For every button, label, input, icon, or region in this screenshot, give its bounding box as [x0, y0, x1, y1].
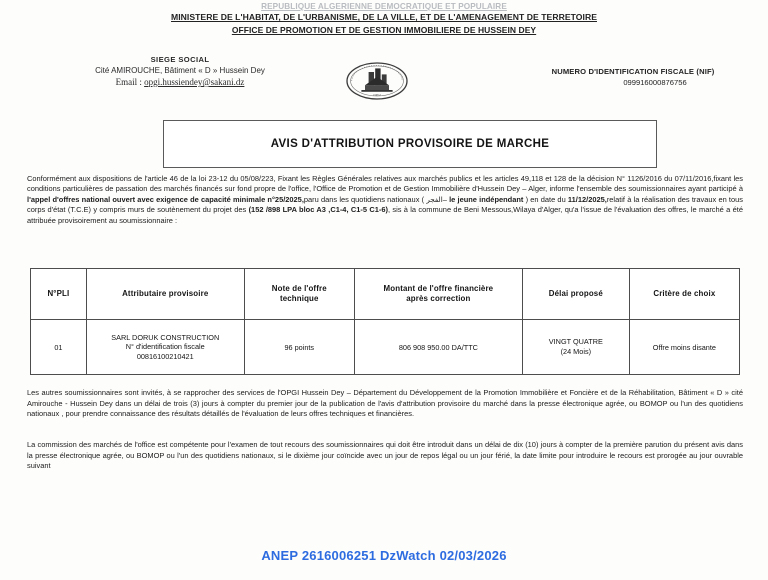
- cell-criterion: Offre moins disante: [629, 320, 739, 375]
- svg-text:OPGI: OPGI: [373, 93, 381, 97]
- fiscal-id-label: NUMERO D'IDENTIFICATION FISCALE (NIF): [551, 67, 715, 76]
- head-office-block: [30, 55, 330, 87]
- table-row: [31, 320, 740, 375]
- col-header-montant-line1: Montant de l'offre financière: [383, 284, 494, 294]
- cell-pli: 01: [31, 320, 87, 375]
- col-header-critere-line1: Critère de choix: [653, 289, 716, 299]
- republic-header-line: REPUBLIQUE ALGERIENNE DEMOCRATIQUE ET POPULAIRE: [261, 2, 507, 11]
- award-table-body: [31, 320, 740, 375]
- col-header-delai-line1: Délai proposé: [548, 289, 603, 299]
- cell-attributaire: [86, 320, 244, 375]
- award-table-head: [31, 269, 740, 320]
- cell-delai: [522, 320, 629, 375]
- col-header-pli: [31, 269, 87, 320]
- intro-segment-3: –: [442, 194, 450, 204]
- contractor-fiscal-number: 00816100210421: [136, 351, 194, 361]
- col-header-pli-line1: N°PLI: [47, 289, 70, 299]
- office-header-line: OFFICE DE PROMOTION ET DE GESTION IMMOBILIERE DE HUSSEIN DEY: [231, 25, 537, 35]
- intro-segment-5: relatif à la réalisation des travaux en tous corps d'état (T.C.E) y compris murs de soutènement du projet des: [27, 194, 743, 215]
- publication-date: 11/12/2025,: [567, 194, 607, 204]
- intro-segment-2: paru dans les quotidiens nationaux (: [303, 194, 427, 204]
- head-office-address: Cité AMIROUCHE, Bâtiment « D » Hussein Dey: [95, 66, 265, 75]
- fiscal-id-value: 099916000876756: [623, 78, 687, 87]
- col-header-attributaire: [86, 269, 244, 320]
- email-value[interactable]: opgi.hussiendey@sakani.dz: [144, 77, 245, 87]
- intro-paragraph: [27, 174, 743, 226]
- cell-financial-amount: 806 908 950.00 DA/TTC: [354, 320, 522, 375]
- contractor-name: SARL DORUK CONSTRUCTION: [111, 332, 220, 342]
- award-table: [30, 268, 740, 375]
- cell-technical-note: 96 points: [244, 320, 354, 375]
- page-title: AVIS D'ATTRIBUTION PROVISOIRE DE MARCHE: [270, 138, 550, 150]
- intro-segment-1: Conformément aux dispositions de l'article 46 de la loi 23-12 du 05/08/223, Fixant les Règles Générales relatives aux marchés publics et les articles 49,118 et 128 de la décision N° 1126/2016 du 07/11/2016,fixant les conditions particulières de passation des marchés financés sur fond propre de l'office, l'Office de Promotion et de Gestion Immobilière d'Hussein Dey – Alger, informe l'ensemble des soumissionnaires ayant participé à: [27, 174, 743, 194]
- ministry-header-line: MINISTERE DE L'HABITAT, DE L'URBANISME, DE LA VILLE, ET DE L'AMENAGEMENT DE TERRETOIRE: [171, 12, 597, 22]
- col-header-montant: [354, 269, 522, 320]
- col-header-attributaire-line1: Attributaire provisoire: [122, 289, 209, 299]
- col-header-note-line1: Note de l'offre: [271, 284, 327, 294]
- appeals-commission-paragraph: La commission des marchés de l'office est compétente pour l'examen de tout recours des soumissionnaires qui doit être introduit dans un délai de dix (10) jours à compter de la première parution du présent avis dans la presse électronique agrée, ou BOMOP ou l'un des quotidiens nationaux, si le dixième jour coïncide avec un jour de repos légal ou un jour férié, la date limite pour introduire le recours est prorogée au jour ouvrable suivant: [27, 440, 743, 471]
- newspaper-name-french: le jeune indépendant: [449, 194, 524, 204]
- project-designation: (152 /898 LPA bloc A3 ,C1-4, C1-5 C1-6): [248, 205, 388, 215]
- table-header-row: [31, 269, 740, 320]
- other-bidders-paragraph: Les autres soumissionnaires sont invités, à se rapprocher des services de l'OPGI Hussein Dey – Département du Développement de la Promotion Immobilière et Foncière et de la Réhabilitation, Bâtiment « D » cité Amirouche - Hussein Dey dans un délai de trois (3) jours à compter du premier jour de la publication de l'avis d'attribution provisoire du marché dans la presse électronique agrée, ou BOMOP ou l'un des quotidiens nationaux , pour prendre connaissance des résultats détaillés de l'évaluation de leurs offres techniques et financières.: [27, 388, 743, 419]
- col-header-delai: [522, 269, 629, 320]
- col-header-critere: [629, 269, 739, 320]
- col-header-note-line2: technique: [279, 294, 319, 303]
- head-office-label: SIEGE SOCIAL: [150, 55, 210, 64]
- delai-words: VINGT QUATRE: [548, 337, 603, 347]
- intro-segment-6: , sis à la commune de Beni Messous,Wilaya d'Alger, qu'a l'issue de l'évaluation des offres, le marché a été attribuée provisoirement au soumissionnaire :: [27, 205, 743, 225]
- col-header-note: [244, 269, 354, 320]
- notice-title-box: [163, 120, 657, 168]
- delai-months: (24 Mois): [560, 347, 592, 356]
- head-office-email-row: [30, 77, 330, 87]
- office-seal-logo: [341, 60, 413, 102]
- anep-footer: ANEP 2616006251 DzWatch 02/03/2026: [261, 548, 507, 563]
- tender-reference: l'appel d'offres national ouvert avec exigence de capacité minimale n°25/2025,: [27, 194, 304, 204]
- fiscal-id-block: [508, 67, 758, 87]
- email-label: Email :: [115, 77, 145, 87]
- intro-segment-4: ) en date du: [523, 194, 568, 204]
- col-header-montant-line2: après correction: [406, 294, 471, 303]
- contractor-fiscal-label: N° d'identification fiscale: [125, 342, 205, 352]
- newspaper-name-arabic: الفجر: [426, 194, 443, 204]
